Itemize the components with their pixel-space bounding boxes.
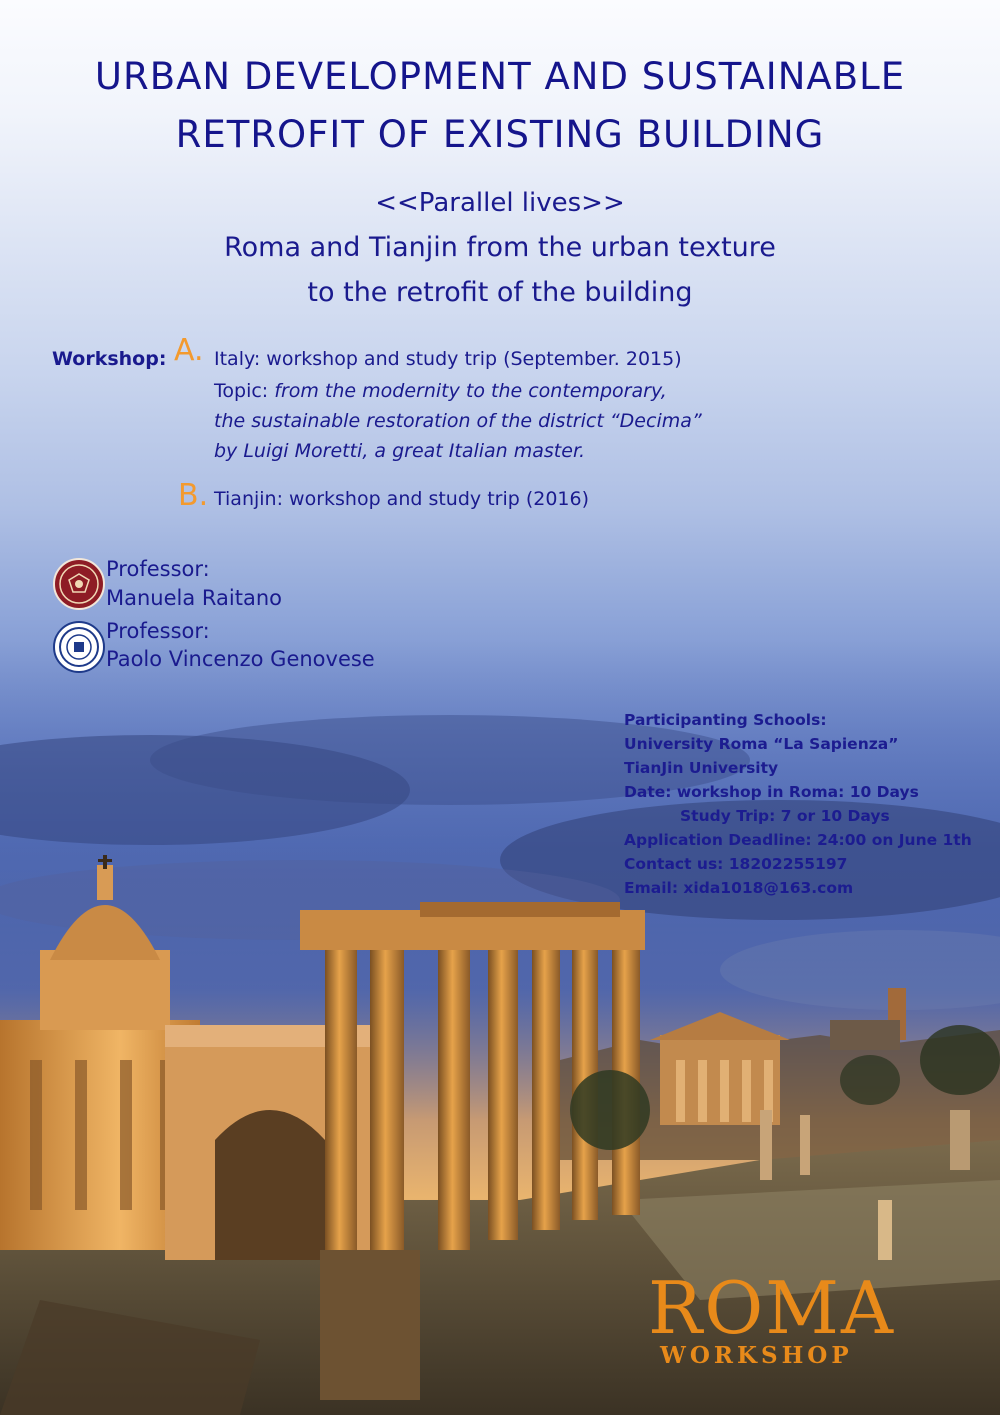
workshop-a-text: Italy: workshop and study trip (September. 2015) bbox=[214, 348, 682, 370]
title-line-2: RETROFIT OF EXISTING BUILDING bbox=[175, 113, 825, 156]
info-school-roma: University Roma “La Sapienza” bbox=[624, 735, 899, 753]
info-study-trip: Study Trip: 7 or 10 Days bbox=[680, 807, 890, 825]
info-block bbox=[624, 708, 972, 900]
tianjin-seal-icon bbox=[53, 621, 105, 673]
professor-2-role: Professor: bbox=[106, 619, 210, 643]
professor-2-name: Paolo Vincenzo Genovese bbox=[106, 647, 375, 671]
title-line-1: URBAN DEVELOPMENT AND SUSTAINABLE bbox=[94, 55, 906, 98]
topic-text-1: from the modernity to the contemporary, bbox=[274, 380, 667, 402]
workshop-a-letter: A. bbox=[174, 333, 204, 368]
workshop-b-text: Tianjin: workshop and study trip (2016) bbox=[214, 488, 590, 510]
info-participating-schools: Participanting Schools: bbox=[624, 711, 827, 729]
workshop-logo-text: WORKSHOP bbox=[660, 1342, 853, 1369]
topic-label: Topic: bbox=[214, 380, 269, 402]
workshop-label: Workshop: bbox=[52, 348, 167, 370]
topic-line-1 bbox=[214, 380, 667, 402]
topic-line-3: by Luigi Moretti, a great Italian master. bbox=[214, 440, 586, 462]
topic-line-2: the sustainable restoration of the district “Decima” bbox=[214, 410, 702, 432]
info-email: Email: xida1018@163.com bbox=[624, 879, 854, 897]
sapienza-seal-icon bbox=[53, 558, 105, 610]
subtitle-line-2: Roma and Tianjin from the urban texture bbox=[224, 232, 776, 263]
info-deadline: Application Deadline: 24:00 on June 1th bbox=[624, 831, 972, 849]
subtitle-line-3: to the retrofit of the building bbox=[307, 277, 693, 308]
info-school-tianjin: TianJin University bbox=[624, 759, 779, 777]
professor-1-role: Professor: bbox=[106, 557, 210, 581]
professor-1-name: Manuela Raitano bbox=[106, 586, 282, 610]
info-date: Date: workshop in Roma: 10 Days bbox=[624, 783, 919, 801]
workshop-b-letter: B. bbox=[178, 478, 209, 513]
subtitle-parallel-lives: <<Parallel lives>> bbox=[375, 188, 625, 218]
info-contact: Contact us: 18202255197 bbox=[624, 855, 848, 873]
roma-logo-text: ROMA bbox=[648, 1266, 895, 1350]
